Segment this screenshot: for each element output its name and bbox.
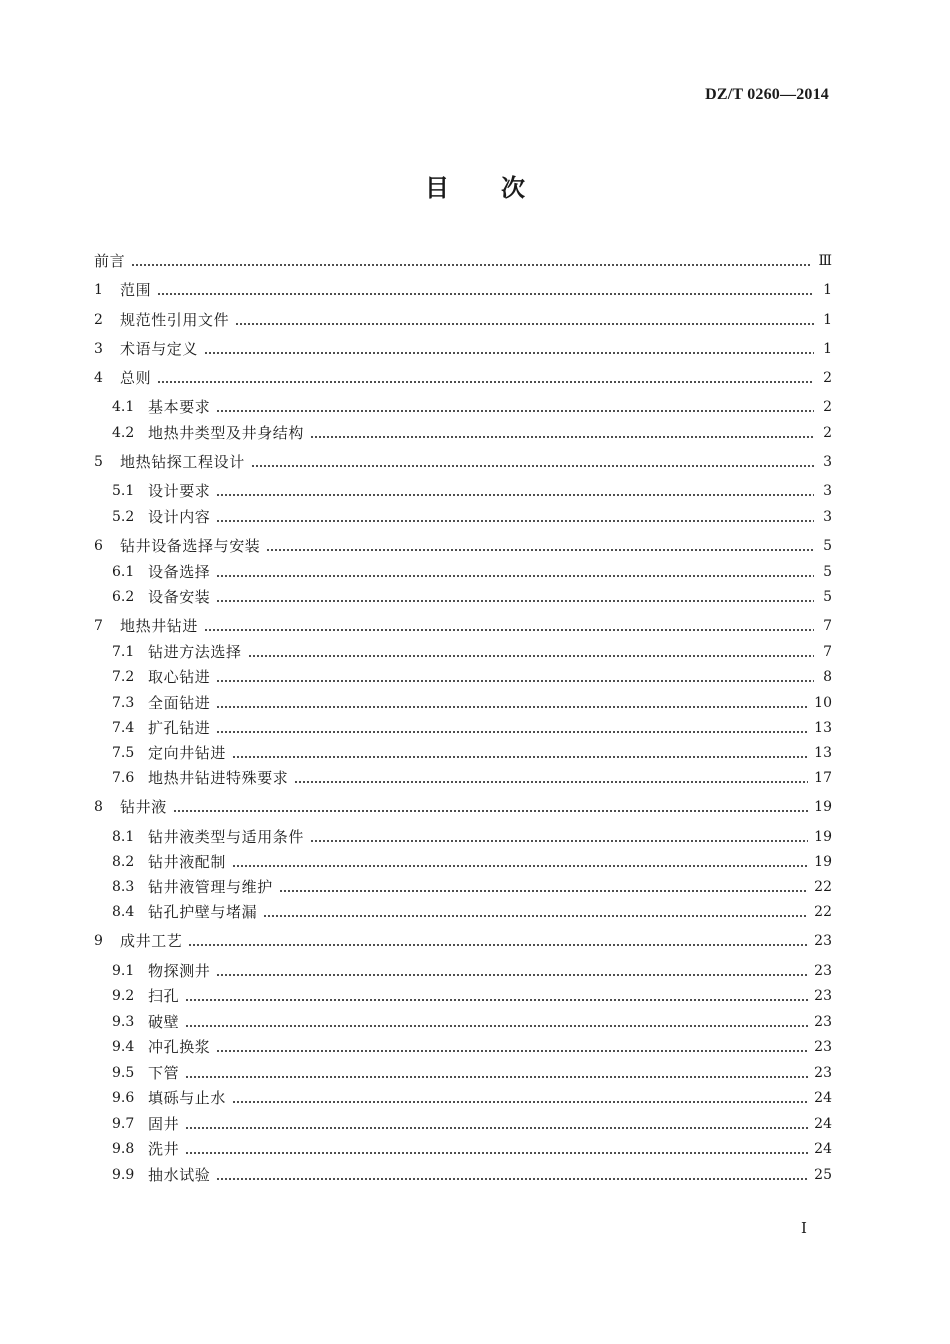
toc-entry-number: 8.1 <box>112 829 135 845</box>
toc-entry[interactable] <box>112 1138 832 1160</box>
toc-entry-number: 9.5 <box>112 1065 135 1081</box>
toc-entry-label: 抽水试验 <box>148 1166 211 1184</box>
toc-entry-page: 25 <box>814 1167 832 1183</box>
toc-entry-page: 3 <box>823 509 832 525</box>
toc-entry[interactable] <box>112 1164 832 1186</box>
dot-leader <box>131 250 812 272</box>
toc-entry-page: 23 <box>814 1014 832 1030</box>
dot-leader <box>251 451 814 473</box>
toc-entry-label: 冲孔换浆 <box>148 1038 211 1056</box>
toc-entry[interactable] <box>112 422 832 444</box>
toc-entry-number: 9.9 <box>112 1167 135 1183</box>
toc-entry-number: 5.1 <box>112 483 135 499</box>
toc-entry-label: 钻进方法选择 <box>148 643 242 661</box>
toc-entry-number: 6.1 <box>112 564 135 580</box>
toc-entry-number: 4.1 <box>112 399 135 415</box>
toc-entry-page: 8 <box>823 669 832 685</box>
toc-entry-page: 2 <box>823 425 832 441</box>
toc-entry-page: 23 <box>814 1065 832 1081</box>
toc-entry-number: 9.8 <box>112 1141 135 1157</box>
toc-entry[interactable] <box>94 451 832 473</box>
toc-entry-number: 5 <box>94 454 103 470</box>
toc-entry-number: 3 <box>94 341 103 357</box>
toc-entry-page: 22 <box>814 904 832 920</box>
dot-leader <box>185 985 808 1007</box>
toc-entry-page: 19 <box>814 829 832 845</box>
toc-entry-number: 9 <box>94 933 103 949</box>
toc-entry[interactable] <box>94 367 832 389</box>
toc-entry-page: 5 <box>823 589 832 605</box>
toc-entry-label: 固井 <box>148 1115 180 1133</box>
title-char-1: 目 <box>425 174 449 202</box>
toc-entry[interactable] <box>112 692 832 714</box>
toc-entry-label: 取心钻进 <box>148 668 211 686</box>
toc-entry-number: 9.1 <box>112 963 135 979</box>
dot-leader <box>232 851 808 873</box>
toc-entry-number: 8.4 <box>112 904 135 920</box>
toc-entry-label: 钻孔护壁与堵漏 <box>148 903 258 921</box>
toc-entry-number: 7.4 <box>112 720 135 736</box>
standard-code: DZ/T 0260—2014 <box>705 86 829 103</box>
toc-entry-number: 8.2 <box>112 854 135 870</box>
toc-entry[interactable] <box>94 535 832 557</box>
toc-entry-page: 1 <box>823 282 832 298</box>
dot-leader <box>310 422 814 444</box>
toc-entry-label: 成井工艺 <box>120 932 183 950</box>
toc-entry[interactable] <box>112 985 832 1007</box>
toc-entry-number: 9.2 <box>112 988 135 1004</box>
toc-entry-label: 扩孔钻进 <box>148 719 211 737</box>
toc-entry-number: 6 <box>94 538 103 554</box>
toc-entry-number: 9.4 <box>112 1039 135 1055</box>
toc-entry-page: 13 <box>814 745 832 761</box>
toc-entry-label: 总则 <box>120 369 152 387</box>
dot-leader <box>216 586 814 608</box>
toc-entry-page: 24 <box>814 1116 832 1132</box>
toc-entry[interactable] <box>112 506 832 528</box>
dot-leader <box>235 309 814 331</box>
toc-entry[interactable] <box>112 767 832 789</box>
toc-entry-page: 5 <box>823 538 832 554</box>
dot-leader <box>204 615 814 637</box>
dot-leader <box>157 367 814 389</box>
toc-entry[interactable] <box>112 876 832 898</box>
toc-entry-number: 7.1 <box>112 644 135 660</box>
toc-entry[interactable] <box>94 279 832 301</box>
toc-entry[interactable] <box>112 1011 832 1033</box>
toc-entry-page: 1 <box>823 312 832 328</box>
toc-entry-label: 地热钻探工程设计 <box>120 453 245 471</box>
toc-entry[interactable] <box>112 586 832 608</box>
dot-leader <box>216 692 808 714</box>
toc-entry[interactable] <box>94 930 832 952</box>
toc-entry-label: 钻井液管理与维护 <box>148 878 273 896</box>
dot-leader <box>188 930 808 952</box>
toc-entry-number: 4.2 <box>112 425 135 441</box>
toc-entry[interactable] <box>112 1087 832 1109</box>
toc-entry-label: 设备选择 <box>148 563 211 581</box>
toc-entry-label: 基本要求 <box>148 398 211 416</box>
toc-entry-label: 设计要求 <box>148 482 211 500</box>
toc-entry[interactable] <box>112 561 832 583</box>
toc-entry-number: 1 <box>94 282 103 298</box>
toc-entry[interactable] <box>112 901 832 923</box>
dot-leader <box>216 717 808 739</box>
toc-entry-page: 7 <box>823 644 832 660</box>
dot-leader <box>216 960 808 982</box>
toc-entry-label: 地热井钻进 <box>120 617 199 635</box>
toc-entry-page: 3 <box>823 454 832 470</box>
toc-entry-number: 7.5 <box>112 745 135 761</box>
toc-entry-number: 2 <box>94 312 103 328</box>
toc-entry-number: 7.2 <box>112 669 135 685</box>
toc-entry-number: 9.3 <box>112 1014 135 1030</box>
toc-entry-page: 22 <box>814 879 832 895</box>
toc-entry-label: 范围 <box>120 281 152 299</box>
toc-entry[interactable] <box>94 615 832 637</box>
toc-entry-number: 8.3 <box>112 879 135 895</box>
toc-entry[interactable] <box>112 641 832 663</box>
toc-entry-label: 设备安装 <box>148 588 211 606</box>
dot-leader <box>310 826 808 848</box>
toc-entry-label: 定向井钻进 <box>148 744 227 762</box>
toc-entry-number: 9.7 <box>112 1116 135 1132</box>
toc-entry[interactable] <box>112 480 832 502</box>
toc-entry[interactable] <box>112 851 832 873</box>
toc-entry-label: 填砾与止水 <box>148 1089 227 1107</box>
toc-entry-page: 19 <box>814 799 832 815</box>
toc-entry-page: 10 <box>814 695 832 711</box>
toc-entry-number: 6.2 <box>112 589 135 605</box>
dot-leader <box>216 506 814 528</box>
toc-entry[interactable] <box>112 1062 832 1084</box>
toc-entry-number: 5.2 <box>112 509 135 525</box>
dot-leader <box>294 767 808 789</box>
toc-entry[interactable] <box>112 742 832 764</box>
toc-entry-page: 5 <box>823 564 832 580</box>
dot-leader <box>185 1062 808 1084</box>
toc-entry-page: 23 <box>814 1039 832 1055</box>
toc-entry[interactable] <box>112 826 832 848</box>
toc-entry[interactable] <box>112 1113 832 1135</box>
dot-leader <box>263 901 808 923</box>
toc-entry[interactable] <box>94 796 832 818</box>
toc-entry[interactable] <box>112 666 832 688</box>
dot-leader <box>185 1113 808 1135</box>
toc-entry-page: 24 <box>814 1141 832 1157</box>
toc-entry-label: 下管 <box>148 1064 180 1082</box>
dot-leader <box>216 480 814 502</box>
toc-entry-page: 17 <box>814 770 832 786</box>
toc-entry-number: 4 <box>94 370 103 386</box>
toc-entry-label: 扫孔 <box>148 987 180 1005</box>
dot-leader <box>185 1138 808 1160</box>
dot-leader <box>279 876 808 898</box>
dot-leader <box>204 338 814 360</box>
dot-leader <box>248 641 814 663</box>
toc-entry-number: 7 <box>94 618 103 634</box>
toc-entry-page: Ⅲ <box>818 253 832 269</box>
toc-entry-page: 7 <box>823 618 832 634</box>
toc-entry[interactable] <box>112 396 832 418</box>
toc-entry-label: 钻井液配制 <box>148 853 227 871</box>
toc-entry[interactable] <box>112 1036 832 1058</box>
toc-entry-label: 破壁 <box>148 1013 180 1031</box>
toc-entry-label: 全面钻进 <box>148 694 211 712</box>
dot-leader <box>216 1164 808 1186</box>
toc-entry-label: 钻井液 <box>120 798 167 816</box>
toc-entry-page: 23 <box>814 988 832 1004</box>
dot-leader <box>157 279 814 301</box>
toc-entry[interactable] <box>112 960 832 982</box>
dot-leader <box>216 1036 808 1058</box>
toc-entry-page: 23 <box>814 933 832 949</box>
title-char-2: 次 <box>501 174 525 202</box>
toc-entry-page: 24 <box>814 1090 832 1106</box>
dot-leader <box>232 742 808 764</box>
toc-entry-label: 地热井类型及井身结构 <box>148 424 305 442</box>
toc-entry-number: 7.3 <box>112 695 135 711</box>
toc-entry-page: 19 <box>814 854 832 870</box>
toc-entry[interactable] <box>112 717 832 739</box>
toc-entry[interactable] <box>94 250 832 272</box>
toc-entry[interactable] <box>94 309 832 331</box>
toc-entry-label: 前言 <box>94 252 126 270</box>
toc-entry-page: 3 <box>823 483 832 499</box>
toc-entry-number: 8 <box>94 799 103 815</box>
toc-entry-number: 9.6 <box>112 1090 135 1106</box>
toc-entry-page: 23 <box>814 963 832 979</box>
toc-entry-page: 13 <box>814 720 832 736</box>
toc-entry-label: 术语与定义 <box>120 340 199 358</box>
toc-entry-page: 2 <box>823 399 832 415</box>
dot-leader <box>216 561 814 583</box>
dot-leader <box>232 1087 808 1109</box>
toc-entry-page: 2 <box>823 370 832 386</box>
toc-entry-label: 物探测井 <box>148 962 211 980</box>
toc-entry-label: 规范性引用文件 <box>120 311 230 329</box>
toc-entry-label: 洗井 <box>148 1140 180 1158</box>
toc-entry-label: 设计内容 <box>148 508 211 526</box>
dot-leader <box>185 1011 808 1033</box>
dot-leader <box>216 396 814 418</box>
toc-entry[interactable] <box>94 338 832 360</box>
page-folio: I <box>801 1219 807 1237</box>
dot-leader <box>216 666 814 688</box>
toc-entry-page: 1 <box>823 341 832 357</box>
toc-entry-label: 钻井液类型与适用条件 <box>148 828 305 846</box>
dot-leader <box>266 535 814 557</box>
toc-entry-label: 钻井设备选择与安装 <box>120 537 261 555</box>
dot-leader <box>173 796 808 818</box>
toc-entry-number: 7.6 <box>112 770 135 786</box>
toc-entry-label: 地热井钻进特殊要求 <box>148 769 289 787</box>
